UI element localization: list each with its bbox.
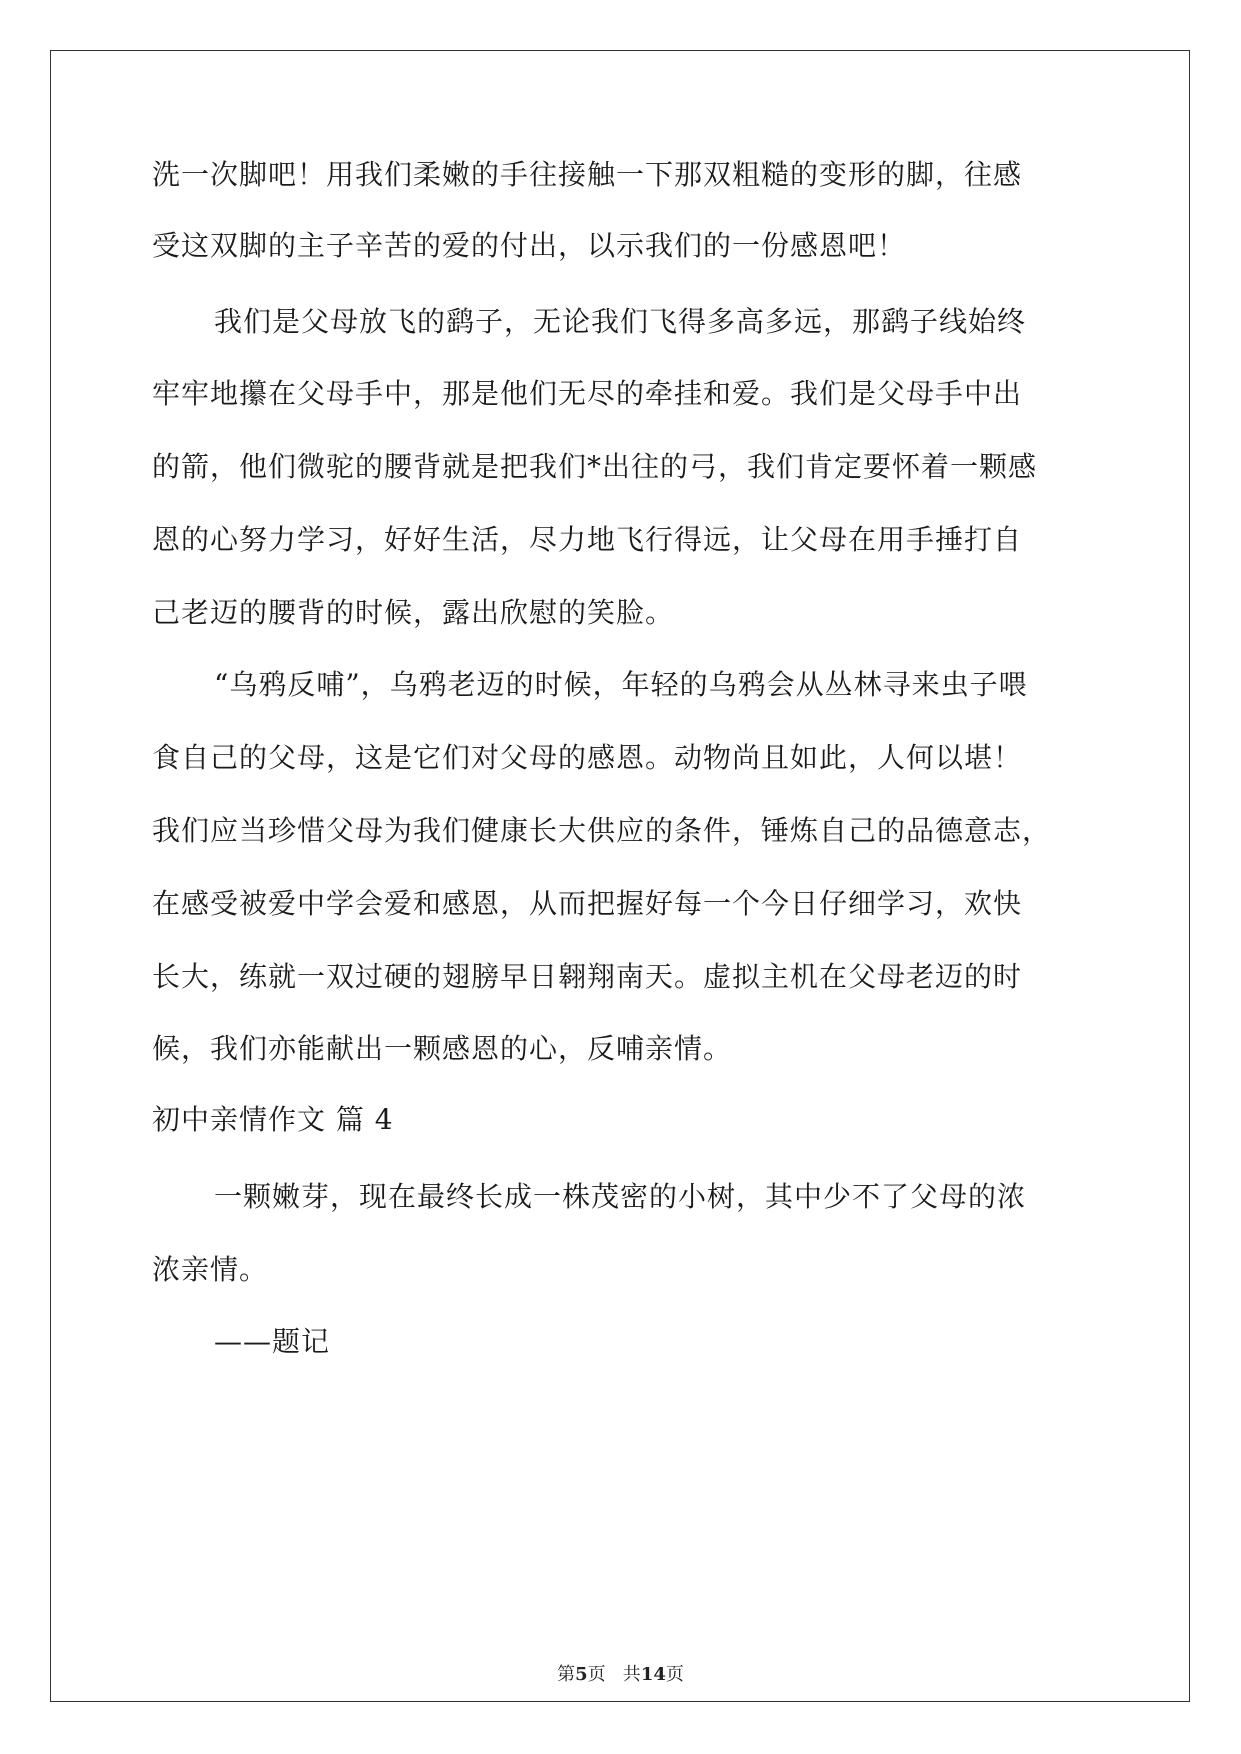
epigraph-attribution: ——题记: [214, 1325, 331, 1358]
text-line: 浓亲情。: [152, 1253, 269, 1286]
footer-suffix: 页: [665, 1664, 684, 1685]
footer-mid: 页 共: [587, 1664, 641, 1685]
total-pages-number: 14: [640, 1664, 666, 1685]
section-heading: 初中亲情作文 篇 4: [152, 1103, 394, 1136]
text-line: 的箭，他们微驼的腰背就是把我们*出往的弓，我们肯定要怀着一颗感: [152, 450, 1038, 483]
text-line: 己老迈的腰背的时候，露出欣慰的笑脸。: [152, 596, 675, 629]
text-line: 长大，练就一双过硬的翅膀早日翱翔南天。虚拟主机在父母老迈的时: [152, 960, 1023, 993]
text-line: 恩的心努力学习，好好生活，尽力地飞行得远，让父母在用手捶打自: [152, 523, 1023, 556]
text-line: 我们应当珍惜父母为我们健康长大供应的条件，锤炼自己的品德意志，: [152, 814, 1052, 847]
text-line: 食自己的父母，这是它们对父母的感恩。动物尚且如此，人何以堪！: [152, 741, 1023, 774]
text-line: 在感受被爱中学会爱和感恩，从而把握好每一个今日仔细学习，欢快: [152, 887, 1023, 920]
text-line: 我们是父母放飞的鹞子，无论我们飞得多高多远，那鹞子线始终: [214, 305, 1027, 338]
page-border: [50, 50, 1190, 1702]
text-line: “乌鸦反哺”，乌鸦老迈的时候，年轻的乌鸦会从丛林寻来虫子喂: [214, 668, 1028, 701]
current-page-number: 5: [575, 1664, 588, 1685]
page-footer: [0, 1663, 1241, 1687]
text-line: 一颗嫩芽，现在最终长成一株茂密的小树，其中少不了父母的浓: [214, 1180, 1027, 1213]
text-line: 洗一次脚吧！用我们柔嫩的手往接触一下那双粗糙的变形的脚，往感: [152, 158, 1023, 191]
text-line: 受这双脚的主子辛苦的爱的付出，以示我们的一份感恩吧！: [152, 229, 907, 262]
text-line: 牢牢地攥在父母手中，那是他们无尽的牵挂和爱。我们是父母手中出: [152, 377, 1023, 410]
footer-prefix: 第: [557, 1664, 576, 1685]
text-line: 候，我们亦能献出一颗感恩的心，反哺亲情。: [152, 1032, 733, 1065]
